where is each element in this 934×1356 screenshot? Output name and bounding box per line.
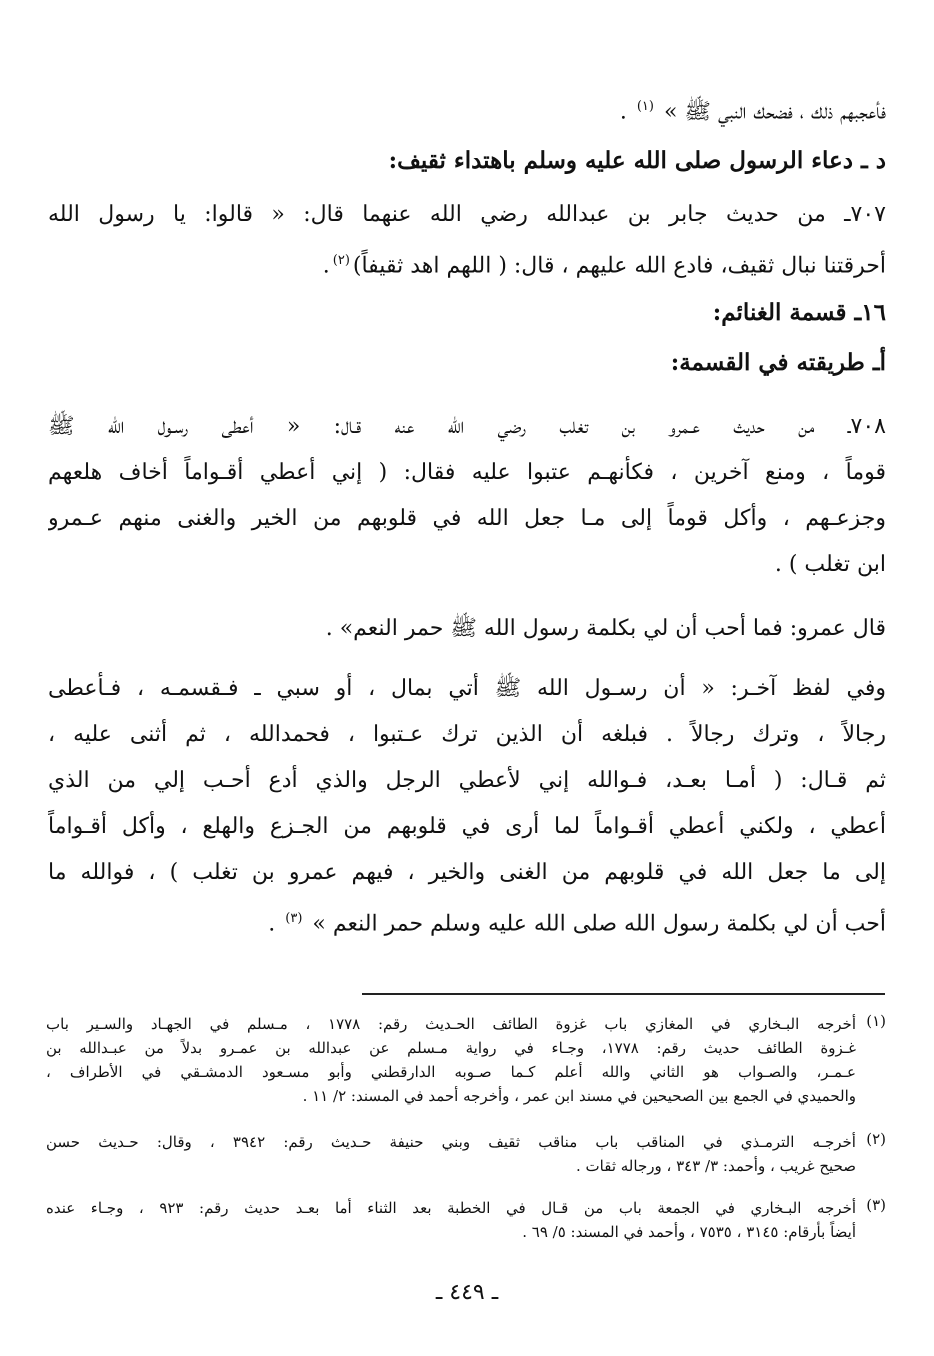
paragraph-line: قوماً ، ومنع آخرين ، فكأنهـم عتبوا عليه فقال: ( إني أعطي أقـواماً أخاف هلعهم bbox=[48, 460, 886, 485]
footnote-text bbox=[46, 1012, 856, 1108]
footnote-text bbox=[46, 1130, 856, 1178]
footnote-number: (١) bbox=[866, 1012, 886, 1030]
paragraph-line: ٧٠٨ـ من حديث عـمرو بن تغلب رضي الله عنه قـال: « أعطى رسـول الله ﷺ bbox=[48, 414, 886, 439]
footnote-line: صحيح غريب ، وأحمد: ٣/ ٣٤٣ ، ورجاله ثقات . bbox=[576, 1157, 856, 1175]
paragraph-line: ٧٠٧ـ من حديث جابر بن عبدالله رضي الله عنهما قال: « قالوا: يا رسول الله bbox=[48, 202, 886, 227]
paragraph-line: ثم قـال: ( أمـا بعـد، فـوالله إني لأعطي الرجل والذي أدع أحـب إلي من الذي bbox=[48, 768, 886, 793]
paragraph-line: أعطي ، ولكني أعطي أقـواماً لما أرى في قلوبهم من الجـزع والهلع ، وأكل أقـواماً bbox=[48, 814, 886, 839]
other-wording bbox=[48, 666, 886, 942]
paragraph-line: وفي لفظ آخـر: « أن رسـول الله ﷺ أتي بمال ، أو سبي ـ فـقسمـه ، فـأعطى bbox=[48, 676, 886, 701]
footnote-number: (٣) bbox=[866, 1196, 886, 1214]
paragraph-line bbox=[48, 896, 886, 942]
section-heading-16 bbox=[48, 290, 886, 336]
paragraph-line: رجالاً ، وترك رجالاً . فبلغه أن الذين ترك عـتبوا ، فحمدالله ، ثم أثنى عليه ، bbox=[48, 722, 886, 747]
footnote-line: والحميدي في الجمع بين الصحيحين في مسند ابن عمر ، وأخرجه أحمد في المسند: ٢/ ١١ . bbox=[302, 1087, 856, 1105]
heading-text: ١٦ـ قسمة الغنائم: bbox=[712, 299, 886, 326]
paragraph-opening bbox=[48, 84, 886, 130]
heading-text: أـ طريقته في القسمة: bbox=[670, 349, 886, 376]
footnote-line: أخرجـه الترمـذي في المناقب باب مناقب ثقيف وبني حنيفة حـديث رقم: ٣٩٤٢ ، وقال: حـديث حسن bbox=[46, 1133, 856, 1151]
amr-statement bbox=[48, 606, 886, 652]
page-number: ـ ٤٤٩ ـ bbox=[435, 1280, 499, 1305]
hadith-708 bbox=[48, 404, 886, 588]
paragraph-text: أحرقتنا نبال ثقيف، فادع الله عليهم ، قال: ( اللهم اهد ثقيفاً) bbox=[352, 253, 886, 279]
paragraph-end: . bbox=[268, 911, 283, 937]
paragraph-end: . bbox=[619, 99, 634, 125]
footnote-divider bbox=[362, 993, 885, 995]
footnote-text bbox=[46, 1196, 856, 1244]
paragraph-line bbox=[48, 84, 886, 130]
paragraph-line: قال عمرو: فما أحب أن لي بكلمة رسول الله ﷺ حمر النعم» . bbox=[325, 616, 886, 641]
paragraph-line: إلى ما جعل الله في قلوبهم من الغنى والخير ، فيهم عمرو بن تغلب ) ، فوالله ما bbox=[48, 860, 886, 885]
footnote-ref[interactable]: (٢) bbox=[332, 253, 350, 268]
section-heading-d bbox=[48, 138, 886, 184]
paragraph-end: . bbox=[322, 253, 330, 279]
footnote-number: (٢) bbox=[866, 1130, 886, 1148]
footnote-ref[interactable]: (١) bbox=[636, 99, 654, 114]
footnote-line: عـمـر، والصـواب هو الثاني والله أعلم كـما صـوبه الدارقطني وأبو مسـعود الدمشـقي في الأطراف ، bbox=[46, 1063, 856, 1081]
footnote-line: أخرجه البـخاري في الجمعة باب من قـال في الخطبة بعد الثناء أما بعـد حديث رقم: ٩٢٣ ، وجـاء عنده bbox=[46, 1199, 856, 1217]
footnote-line: أيضاً بأرقام: ٣١٤٥ ، ٧٥٣٥ ، وأحمد في المسند: ٥/ ٦٩ . bbox=[522, 1223, 856, 1241]
footnote-line: أخرجه البـخاري في المغازي باب غزوة الطائف الحـديث رقم: ١٧٧٨ ، مـسلم في الجهـاد والسـير باب bbox=[46, 1015, 856, 1033]
hadith-707 bbox=[48, 192, 886, 284]
section-heading-a bbox=[48, 340, 886, 386]
heading-text: د ـ دعاء الرسول صلى الله عليه وسلم باهتداء ثقيف: bbox=[388, 147, 886, 174]
paragraph-text: فأعجبهم ذلك ، فضحك النبي ﷺ » bbox=[656, 99, 886, 125]
paragraph-line bbox=[48, 238, 886, 284]
footnote-ref[interactable]: (٣) bbox=[285, 911, 303, 926]
footnote-line: غـزوة الطائف حديث رقم: ١٧٧٨، وجـاء في رواية مـسلم عن عبدالله بن عمـرو بدلاً من عبـدالله بن bbox=[46, 1039, 856, 1057]
paragraph-text: أحب أن لي بكلمة رسول الله صلى الله عليه وسلم حمر النعم » bbox=[305, 911, 886, 937]
paragraph-line: وجزعـهم ، وأكل قوماً إلى مـا جعل الله في قلوبهم من الخير والغنى منهم عـمرو bbox=[48, 506, 886, 531]
paragraph-line: ابن تغلب ) . bbox=[774, 552, 886, 577]
